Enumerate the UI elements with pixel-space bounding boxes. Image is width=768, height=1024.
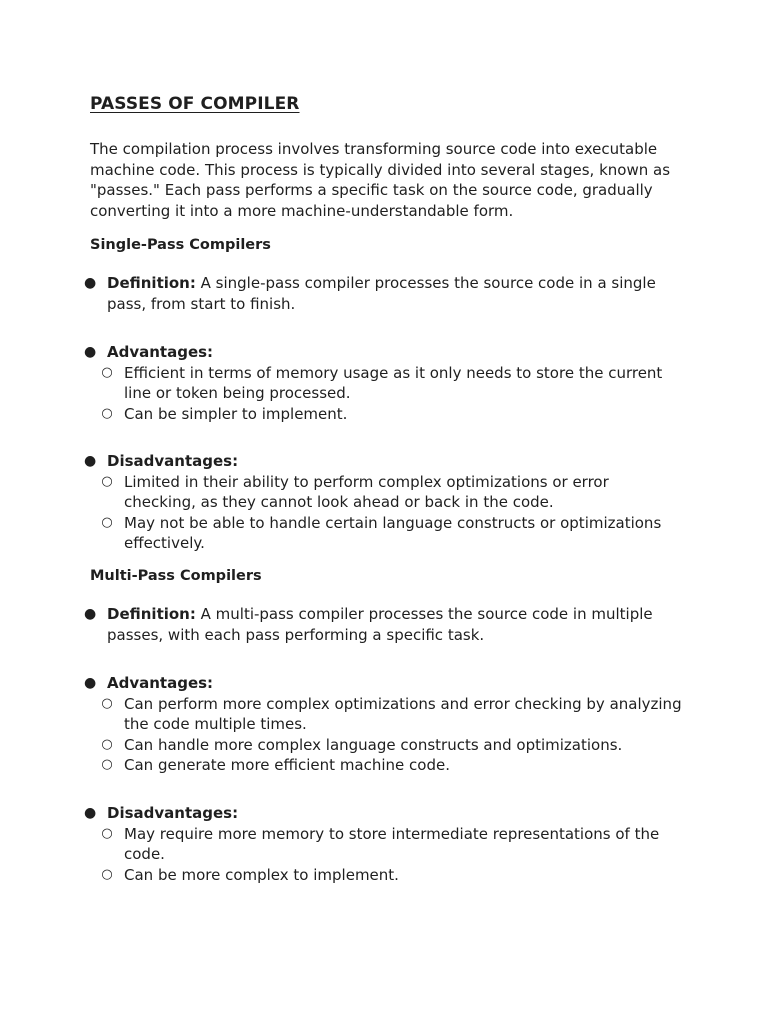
definition-label: Definition: — [107, 605, 196, 623]
bullet-icon: ● — [84, 344, 97, 360]
list-item: ○ Can generate more efficient machine code. — [101, 756, 450, 774]
single-definition-item — [0, 273, 768, 314]
list-item: ○ May require more memory to store intermediate representations of the code. — [101, 824, 660, 863]
single-pass-heading: Single-Pass Compilers — [90, 237, 271, 253]
bullet-icon: ● — [84, 805, 97, 821]
disadvantages-label: Disadvantages: — [107, 452, 239, 470]
disadvantages-label: Disadvantages: — [107, 804, 239, 822]
multi-pass-heading: Multi-Pass Compilers — [90, 568, 262, 584]
definition-text: A single-pass compiler processes the source code in a single pass, from start to finish. — [107, 274, 656, 313]
list-item: ○ Can be simpler to implement. — [101, 404, 348, 423]
sub-bullet-icon: ○ — [101, 473, 113, 489]
sub-bullet-icon: ○ — [101, 405, 113, 421]
bullet-icon: ● — [84, 453, 97, 469]
bullet-icon: ● — [84, 275, 97, 291]
sub-bullet-icon: ○ — [101, 514, 113, 530]
list-item: ○ May not be able to handle certain language constructs or optimizations effectively. — [101, 513, 662, 552]
sub-bullet-icon: ○ — [101, 695, 113, 711]
definition-text: A multi-pass compiler processes the source code in multiple passes, with each pass performing a specific task. — [107, 605, 653, 644]
definition-label: Definition: — [107, 274, 196, 292]
list-item: ○ Limited in their ability to perform complex optimizations or error checking, as they cannot look ahead or back in the code. — [101, 472, 609, 511]
intro-paragraph: The compilation process involves transforming source code into executable machine code. This process is typically divided into several stages, known as "passes." Each pass performs a specific task on the source code, gradually converting it into a more machine-understandable form. — [90, 140, 671, 220]
single-disadvantages-item — [0, 451, 768, 554]
multi-advantages-item — [0, 673, 768, 776]
list-item: ○ Efficient in terms of memory usage as it only needs to store the current line or token being processed. — [101, 363, 663, 402]
list-item: ○ Can be more complex to implement. — [101, 865, 399, 884]
advantages-label: Advantages: — [107, 674, 214, 692]
sub-bullet-icon: ○ — [101, 736, 113, 752]
multi-disadvantages-item — [0, 803, 768, 885]
bullet-icon: ● — [84, 606, 97, 622]
sub-bullet-icon: ○ — [101, 364, 113, 380]
bullet-icon: ● — [84, 675, 97, 691]
sub-bullet-icon: ○ — [101, 866, 113, 882]
sub-bullet-icon: ○ — [101, 825, 113, 841]
page-title: PASSES OF COMPILER — [90, 94, 300, 114]
single-advantages-item — [0, 342, 768, 424]
list-item: ○ Can handle more complex language constructs and optimizations. — [101, 735, 623, 754]
advantages-label: Advantages: — [107, 343, 214, 361]
list-item: ○ Can perform more complex optimizations and error checking by analyzing the code multiple times. — [101, 694, 682, 733]
multi-definition-item — [0, 604, 768, 645]
sub-bullet-icon: ○ — [101, 757, 113, 772]
